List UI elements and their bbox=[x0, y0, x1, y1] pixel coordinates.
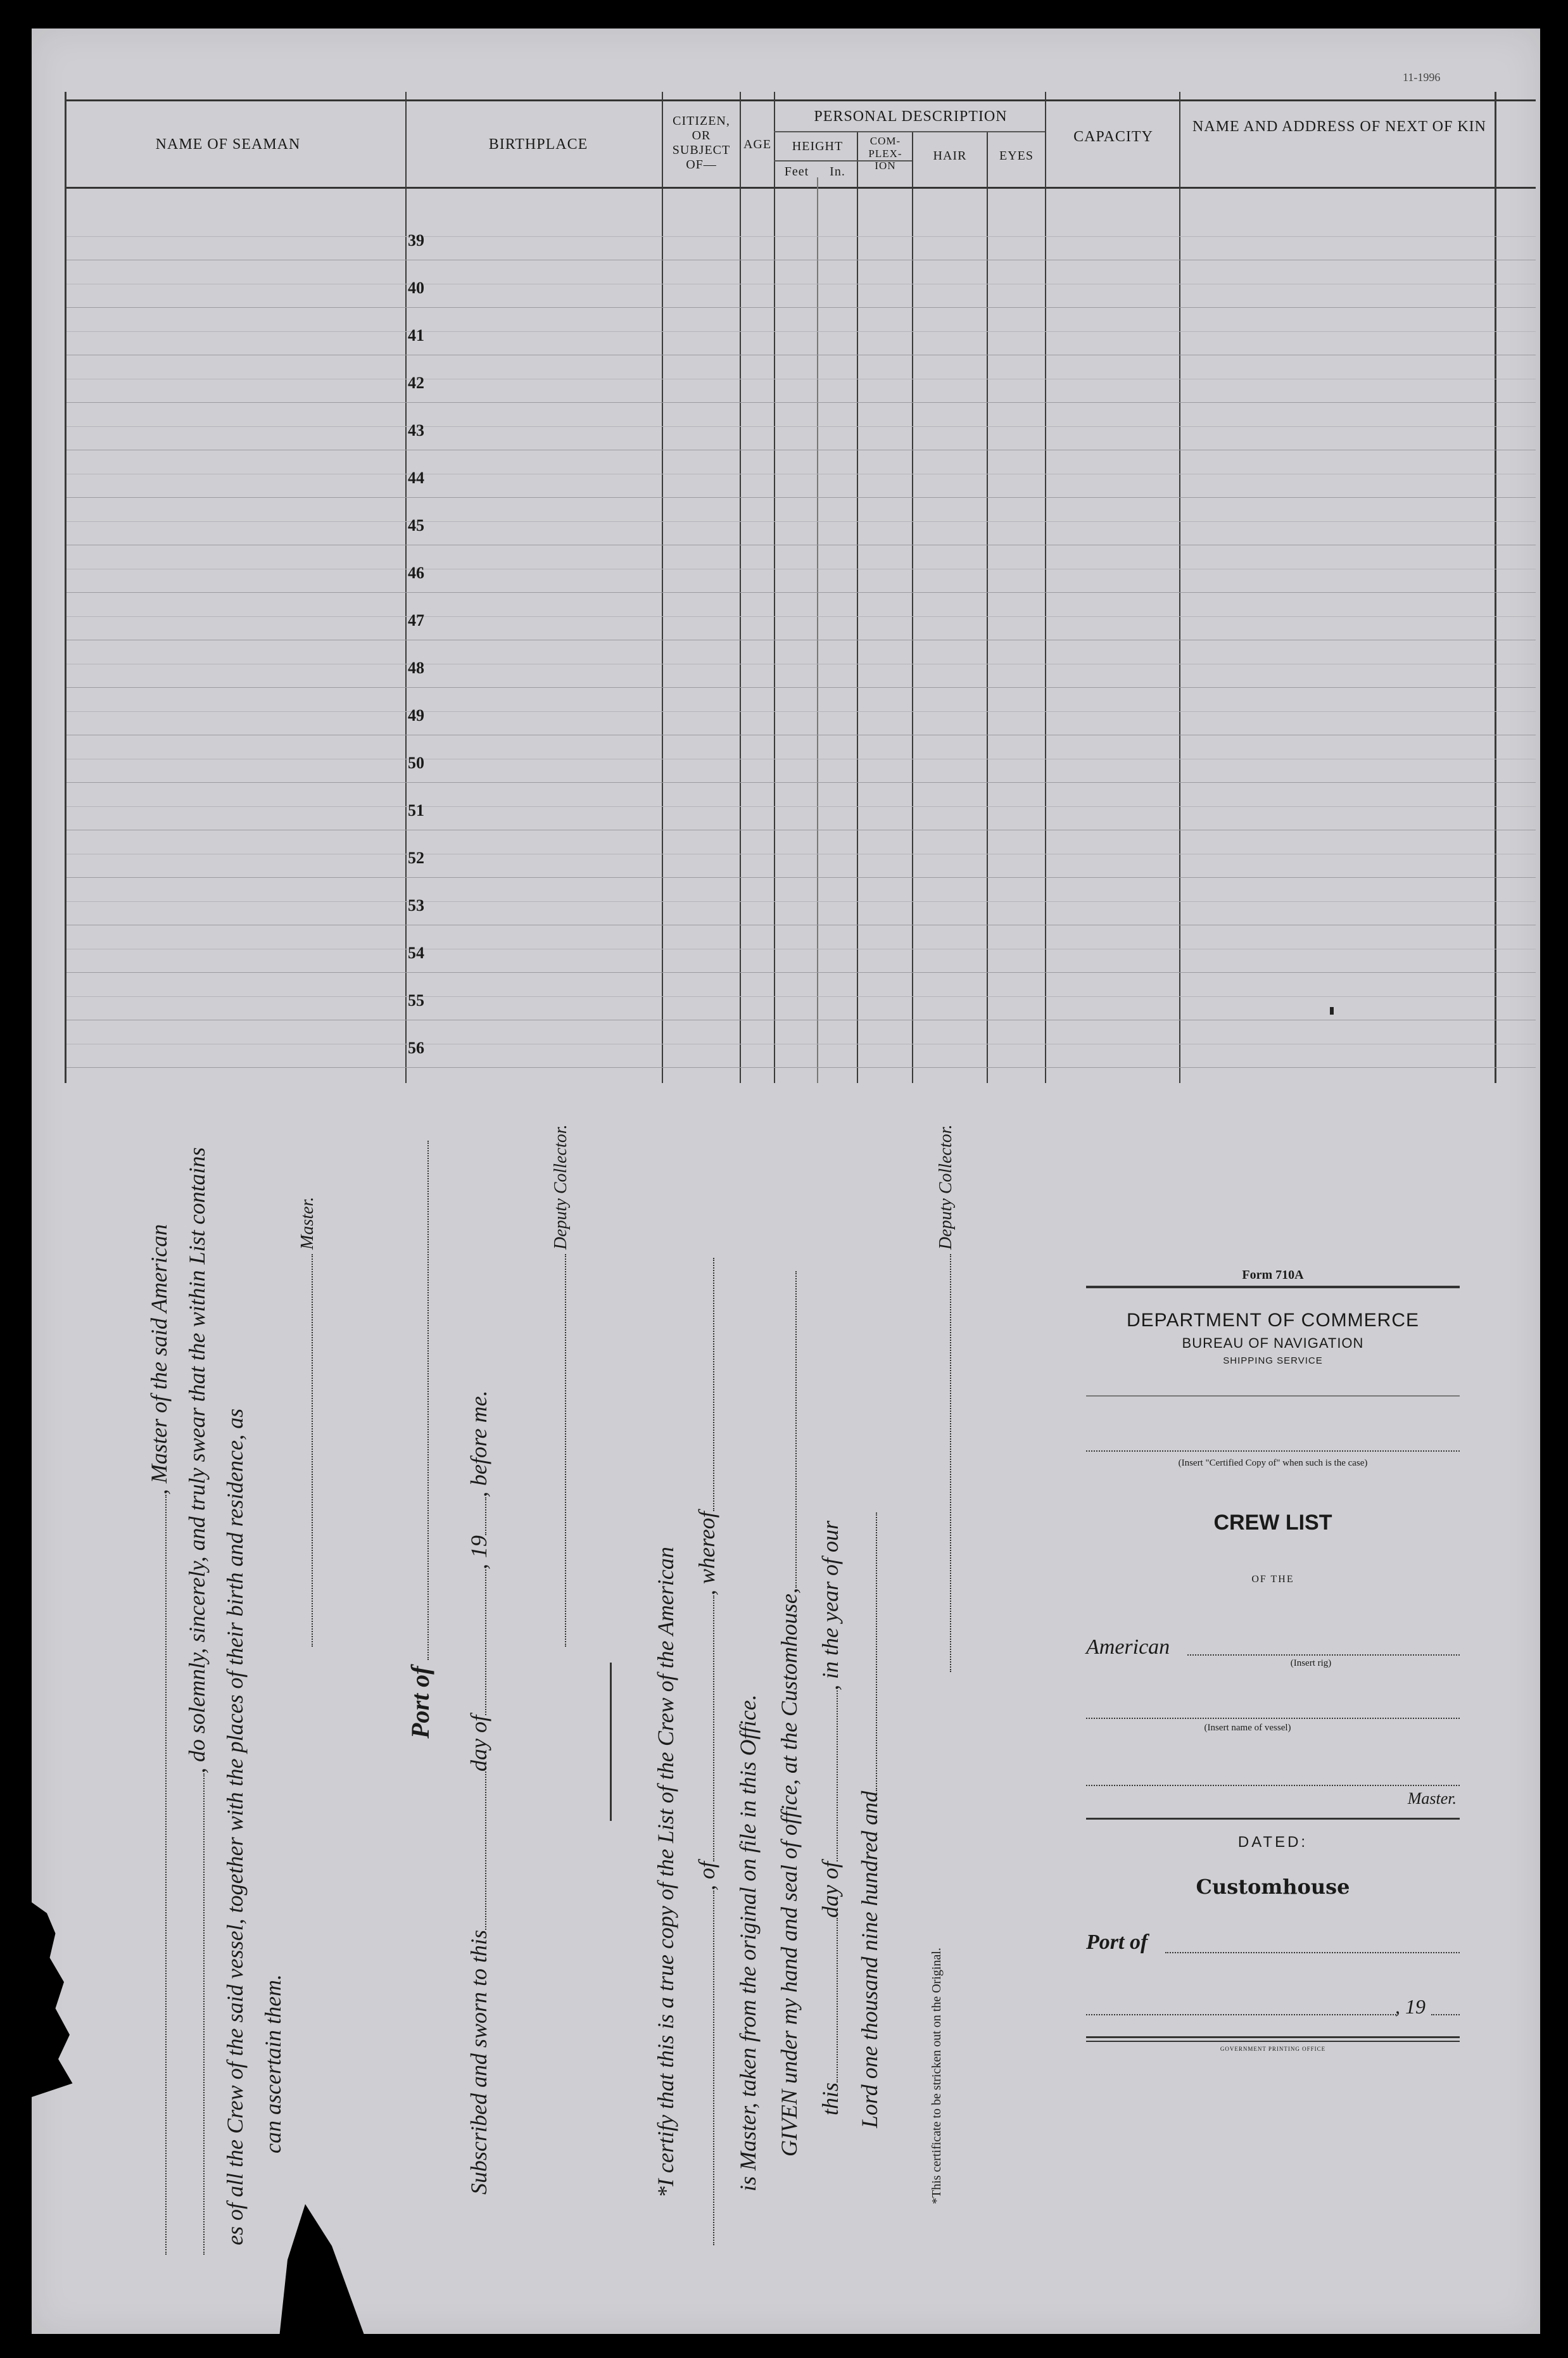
row-number: 51 bbox=[408, 801, 424, 820]
cert-line-4 bbox=[776, 966, 802, 2157]
oath-text-1: , Master of the said American bbox=[146, 1224, 172, 1495]
dated-label: DATED: bbox=[1237, 1834, 1308, 1851]
row-ruling bbox=[66, 806, 1536, 807]
before-me-text: , before me. bbox=[466, 1390, 491, 1497]
port-field[interactable] bbox=[1165, 1952, 1460, 1953]
cert-text-1: *I certify that this is a true copy of the List of the Crew of the American bbox=[653, 1547, 678, 2198]
vessel-name-field[interactable] bbox=[1086, 1718, 1460, 1719]
oath-line-4 bbox=[260, 963, 286, 2153]
cert-text-2b: , whereof bbox=[694, 1511, 719, 1595]
oath-line-3 bbox=[222, 1055, 248, 2245]
cert-line-6 bbox=[856, 937, 883, 2128]
cert-text-6: Lord one thousand nine hundred and bbox=[857, 1791, 882, 2128]
printer-credit: GOVERNMENT PRINTING OFFICE bbox=[1220, 2046, 1326, 2052]
cover-panel bbox=[1086, 1260, 1460, 2071]
oath-text-4: can ascertain them. bbox=[260, 1974, 286, 2153]
insert-vessel-note: (Insert name of vessel) bbox=[1204, 1723, 1291, 1733]
footnote-text: *This certificate to be stricken out on the Original. bbox=[930, 1948, 944, 2204]
table-row bbox=[66, 402, 1536, 403]
col-name-of-seaman: NAME OF SEAMAN bbox=[155, 136, 301, 153]
oath-text-2: , do solemnly, sincerely, and truly swear that the within List contains bbox=[184, 1147, 210, 1773]
master-label: Master. bbox=[1407, 1789, 1457, 1808]
col-inches: In. bbox=[830, 165, 845, 179]
row-ruling bbox=[66, 711, 1536, 712]
department-title: DEPARTMENT OF COMMERCE bbox=[1126, 1310, 1420, 1331]
cert-text-2a: , of bbox=[694, 1861, 719, 1891]
col-personal-description: PERSONAL DESCRIPTION bbox=[814, 108, 1008, 125]
row-number: 55 bbox=[408, 991, 424, 1010]
master-field[interactable] bbox=[1086, 1785, 1460, 1786]
col-eyes: EYES bbox=[999, 149, 1034, 163]
col-birthplace: BIRTHPLACE bbox=[488, 136, 588, 153]
american-label: American bbox=[1086, 1635, 1170, 1659]
master-label: Master. bbox=[298, 1196, 317, 1250]
row-number: 44 bbox=[408, 469, 424, 487]
table-row bbox=[66, 687, 1536, 688]
row-number: 50 bbox=[408, 754, 424, 772]
nineteen-text: , 19 bbox=[466, 1535, 491, 1569]
crew-list-title: CREW LIST bbox=[1213, 1511, 1332, 1535]
cert-text-4: GIVEN under my hand and seal of office, at the Customhouse, bbox=[776, 1588, 802, 2157]
ink-mark bbox=[1330, 1007, 1334, 1015]
year-field[interactable] bbox=[1431, 2014, 1460, 2015]
row-number: 56 bbox=[408, 1039, 424, 1057]
day-of-text: day of bbox=[466, 1715, 491, 1772]
oath-line-1 bbox=[146, 1064, 172, 2255]
date-field[interactable] bbox=[1086, 2014, 1396, 2015]
col-hair: HAIR bbox=[933, 149, 967, 163]
row-ruling bbox=[66, 901, 1536, 902]
cert-footnote bbox=[930, 1013, 944, 2204]
row-number: 48 bbox=[408, 659, 424, 677]
subscribed-text: Subscribed and sworn to this bbox=[466, 1929, 491, 2195]
col-age: AGE bbox=[743, 137, 772, 151]
certified-copy-field[interactable] bbox=[1086, 1450, 1460, 1452]
rig-field[interactable] bbox=[1187, 1654, 1460, 1656]
row-number: 42 bbox=[408, 374, 424, 392]
oath-port bbox=[405, 548, 435, 1739]
port-label: Port of bbox=[406, 1666, 434, 1739]
corner-note: 11-1996 bbox=[1403, 71, 1441, 84]
oath-text-3: es of all the Crew of the said vessel, together with the places of their birth and residence, as bbox=[222, 1408, 248, 2245]
row-number: 46 bbox=[408, 564, 424, 582]
service-title: SHIPPING SERVICE bbox=[1223, 1355, 1323, 1366]
table-row bbox=[66, 497, 1536, 498]
rule-3 bbox=[1086, 1818, 1460, 1820]
col-next-of-kin: NAME AND ADDRESS OF NEXT OF KIN bbox=[1192, 118, 1486, 135]
row-ruling bbox=[66, 426, 1536, 427]
row-number: 52 bbox=[408, 849, 424, 867]
cert-text-3: is Master, taken from the original on file in this Office. bbox=[735, 1694, 761, 2191]
rule-2 bbox=[1086, 1395, 1460, 1397]
cert-line-2 bbox=[693, 1055, 720, 2245]
customhouse-label: Customhouse bbox=[1196, 1875, 1350, 1899]
cert-line-3 bbox=[735, 1001, 761, 2191]
deputy-collector-2: Deputy Collector. bbox=[936, 1124, 956, 1250]
rule-top bbox=[1086, 1286, 1460, 1288]
col-capacity: CAPACITY bbox=[1073, 129, 1153, 145]
col-height: HEIGHT bbox=[792, 139, 844, 153]
table-row bbox=[66, 307, 1536, 308]
bureau-title: BUREAU OF NAVIGATION bbox=[1182, 1335, 1364, 1351]
row-ruling bbox=[66, 521, 1536, 522]
row-number: 49 bbox=[408, 706, 424, 725]
row-number: 41 bbox=[408, 326, 424, 345]
rule-bottom-2 bbox=[1086, 2041, 1460, 2042]
crew-table bbox=[32, 92, 1542, 1086]
row-number: 47 bbox=[408, 611, 424, 630]
oath-line-2 bbox=[184, 1064, 210, 2255]
row-ruling bbox=[66, 331, 1536, 332]
oath-master bbox=[298, 456, 318, 1647]
row-ruling bbox=[66, 236, 1536, 237]
col-feet: Feet bbox=[784, 165, 809, 179]
table-row bbox=[66, 782, 1536, 783]
deputy-1 bbox=[551, 456, 571, 1647]
insert-rig-note: (Insert rig) bbox=[1290, 1658, 1332, 1668]
row-ruling bbox=[66, 616, 1536, 617]
subscribed-line bbox=[465, 1004, 492, 2195]
row-number: 39 bbox=[408, 231, 424, 250]
port-of-label: Port of bbox=[1086, 1930, 1148, 1954]
divider-rule bbox=[610, 1663, 612, 1821]
form-number: Form 710A bbox=[1242, 1268, 1304, 1282]
cert-text-5c: , in the year of our bbox=[818, 1521, 843, 1690]
rule-bottom-1 bbox=[1086, 2036, 1460, 2038]
deputy-collector-1: Deputy Collector. bbox=[551, 1124, 571, 1250]
of-the-label: OF THE bbox=[1251, 1574, 1294, 1585]
row-number: 54 bbox=[408, 944, 424, 962]
insert-note: (Insert "Certified Copy of" when such is the case) bbox=[1178, 1458, 1368, 1468]
row-number: 40 bbox=[408, 279, 424, 297]
cert-line-5 bbox=[817, 925, 844, 2115]
table-row bbox=[66, 877, 1536, 878]
row-number: 43 bbox=[408, 421, 424, 440]
cert-text-5b: day of bbox=[818, 1861, 843, 1918]
cert-text-5a: this bbox=[818, 2082, 843, 2115]
table-row bbox=[66, 592, 1536, 593]
row-number: 53 bbox=[408, 896, 424, 915]
nineteen-label: , 19 bbox=[1395, 1995, 1426, 2018]
row-number: 45 bbox=[408, 516, 424, 535]
cert-line-1 bbox=[652, 1007, 679, 2198]
col-complexion: COM- PLEX- ION bbox=[868, 135, 902, 172]
col-citizen: CITIZEN, OR SUBJECT OF— bbox=[672, 114, 731, 172]
